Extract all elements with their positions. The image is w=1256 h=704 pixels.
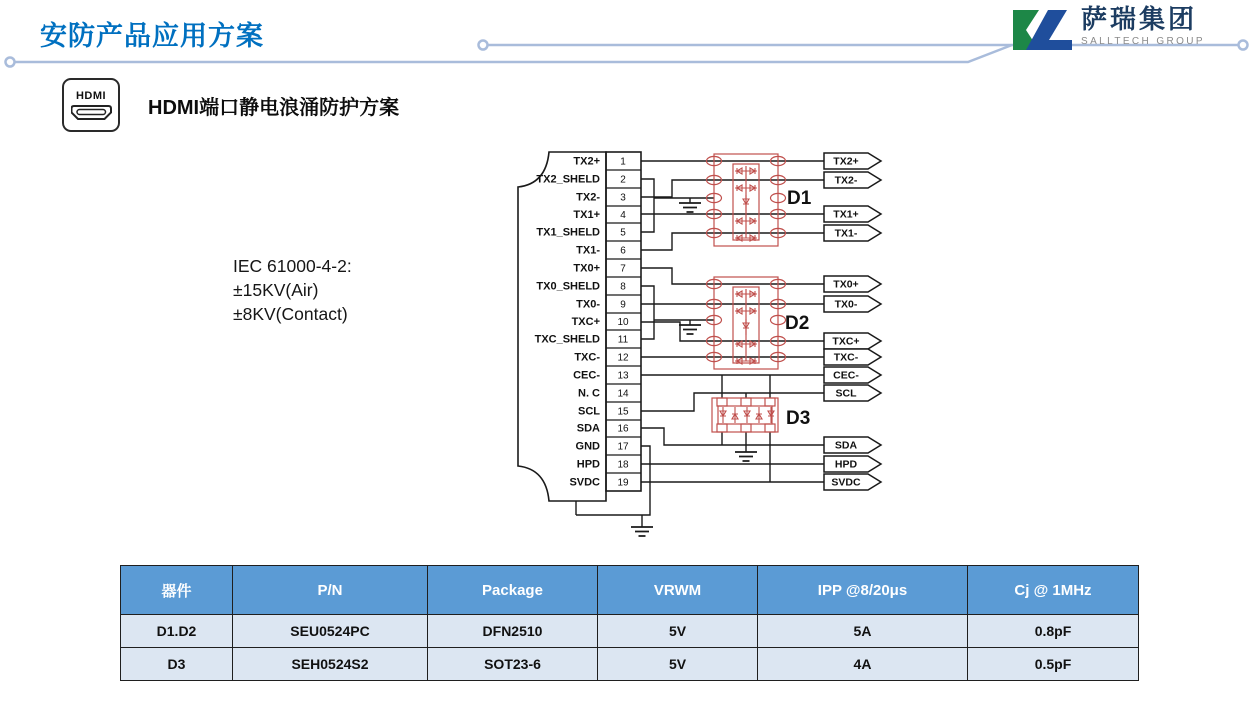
pin-label: SVDC [569, 476, 600, 489]
logo-name: 萨瑞集团 [1081, 4, 1198, 34]
flag-label: TX2+ [833, 155, 859, 168]
iec-line-2: ±15KV(Air) [233, 280, 319, 300]
pin-label: TX2- [576, 191, 600, 204]
pin-number: 13 [617, 370, 629, 382]
cell-ipp: 4A [758, 648, 968, 681]
flag-label: TX2- [834, 174, 858, 187]
decor-dot [6, 58, 15, 67]
pin-number: 17 [617, 441, 629, 453]
wires [576, 161, 824, 527]
cell-package: DFN2510 [428, 615, 598, 648]
pin-number: 2 [620, 174, 626, 186]
table-header-row [121, 566, 1139, 615]
pin-label: TXC+ [571, 316, 600, 328]
logo-subname: SALLTECH GROUP [1081, 35, 1205, 47]
col-header-cj: Cj @ 1MHz [968, 566, 1139, 615]
signal-flag [824, 456, 881, 472]
hdmi-icon-label: HDMI [75, 89, 107, 102]
pin-number: 1 [620, 156, 626, 168]
device-label-d2: D2 [785, 313, 810, 334]
table-row [121, 615, 1139, 648]
pin-number: 14 [617, 388, 629, 400]
col-header-package: Package [428, 566, 598, 615]
cell-pn: SEU0524PC [233, 615, 428, 648]
iec-line-1: IEC 61000-4-2: [233, 256, 352, 276]
flag-label: TXC+ [832, 335, 860, 348]
decor-dot [1239, 41, 1248, 50]
cell-device: D3 [121, 648, 233, 681]
device-spec-table [120, 565, 1139, 681]
iec-standard-note [233, 254, 352, 326]
company-logo [1010, 5, 1205, 55]
cell-pn: SEH0524S2 [233, 648, 428, 681]
signal-flag [824, 172, 881, 188]
pin-label: SCL [578, 405, 600, 418]
device-d3 [712, 398, 778, 432]
pin-label: SDA [576, 422, 600, 435]
pin-label: TXC_SHELD [534, 333, 600, 346]
col-header-pn: P/N [233, 566, 428, 615]
decor-dot [479, 41, 488, 50]
device-label-d1: D1 [787, 188, 812, 209]
cell-vrwm: 5V [598, 648, 758, 681]
signal-flag [824, 437, 881, 453]
hdmi-port-icon [62, 78, 120, 132]
flag-label: HPD [834, 458, 858, 471]
pin-label: TXC- [574, 351, 600, 364]
signal-flag [824, 385, 881, 401]
pin-label: HPD [576, 458, 600, 471]
flag-label: SVDC [831, 476, 861, 489]
signal-flag [824, 474, 881, 490]
cell-cj: 0.5pF [968, 648, 1139, 681]
pin-label: N. C [578, 387, 600, 400]
signal-flag [824, 276, 881, 292]
page-title: 安防产品应用方案 [40, 21, 264, 51]
signal-flag [824, 349, 881, 365]
pin-number: 18 [617, 459, 629, 471]
signal-flags [824, 153, 881, 490]
flag-label: CEC- [833, 369, 859, 382]
cell-package: SOT23-6 [428, 648, 598, 681]
pin-label: TX1_SHELD [536, 226, 600, 239]
pin-number: 9 [620, 299, 626, 311]
pin-label: GND [575, 440, 600, 453]
pin-label: TX1+ [573, 209, 600, 221]
pin-label: TX2+ [573, 155, 600, 168]
iec-line-3: ±8KV(Contact) [233, 304, 348, 324]
pin-number: 7 [620, 263, 626, 275]
pin-number: 15 [617, 406, 629, 418]
pin-number: 16 [617, 423, 629, 435]
pin-number: 11 [617, 334, 629, 346]
circuit-schematic [440, 140, 900, 560]
signal-flag [824, 296, 881, 312]
col-header-device: 器件 [121, 566, 233, 615]
pin-number: 12 [617, 352, 629, 364]
pin-label: TX2_SHELD [536, 173, 600, 186]
pin-number: 4 [620, 210, 626, 221]
pin-label: TX0- [576, 298, 600, 311]
table-row [121, 648, 1139, 681]
cell-ipp: 5A [758, 615, 968, 648]
flag-label: SCL [835, 387, 857, 400]
pin-number: 5 [620, 227, 626, 239]
device-d2 [707, 277, 786, 369]
pin-number: 19 [617, 477, 629, 489]
cell-vrwm: 5V [598, 615, 758, 648]
signal-flag [824, 153, 881, 169]
logo-mark-icon [1010, 5, 1074, 55]
pin-number: 8 [620, 281, 626, 293]
signal-flag [824, 367, 881, 383]
pin-labels [535, 156, 601, 489]
pin-number: 10 [617, 317, 629, 328]
ground-icon [735, 452, 757, 461]
device-label-d3: D3 [786, 408, 811, 429]
flag-label: SDA [834, 439, 858, 452]
ground-icon [679, 325, 701, 334]
flag-label: TX0- [834, 298, 858, 311]
ground-icon [679, 203, 701, 212]
flag-label: TX1- [834, 227, 858, 240]
pin-label: CEC- [573, 369, 600, 382]
section-subtitle: HDMI端口静电浪涌防护方案 [148, 97, 400, 119]
pin-label: TX1- [576, 244, 600, 257]
device-d1 [707, 154, 786, 246]
col-header-ipp: IPP @8/20μs [758, 566, 968, 615]
pin-label: TX0_SHELD [536, 280, 600, 293]
decor-line-bottom [15, 45, 1012, 62]
signal-flag [824, 333, 881, 349]
ground-icon [631, 527, 653, 536]
flag-label: TX0+ [833, 278, 859, 291]
flag-label: TXC- [833, 351, 859, 364]
signal-flag [824, 206, 881, 222]
pin-number: 3 [620, 192, 626, 204]
cell-device: D1.D2 [121, 615, 233, 648]
pin-label: TX0+ [573, 262, 600, 275]
pin-number: 6 [620, 245, 626, 257]
hdmi-connector-glyph-icon [71, 105, 112, 121]
col-header-vrwm: VRWM [598, 566, 758, 615]
cell-cj: 0.8pF [968, 615, 1139, 648]
flag-label: TX1+ [833, 208, 859, 221]
signal-flag [824, 225, 881, 241]
